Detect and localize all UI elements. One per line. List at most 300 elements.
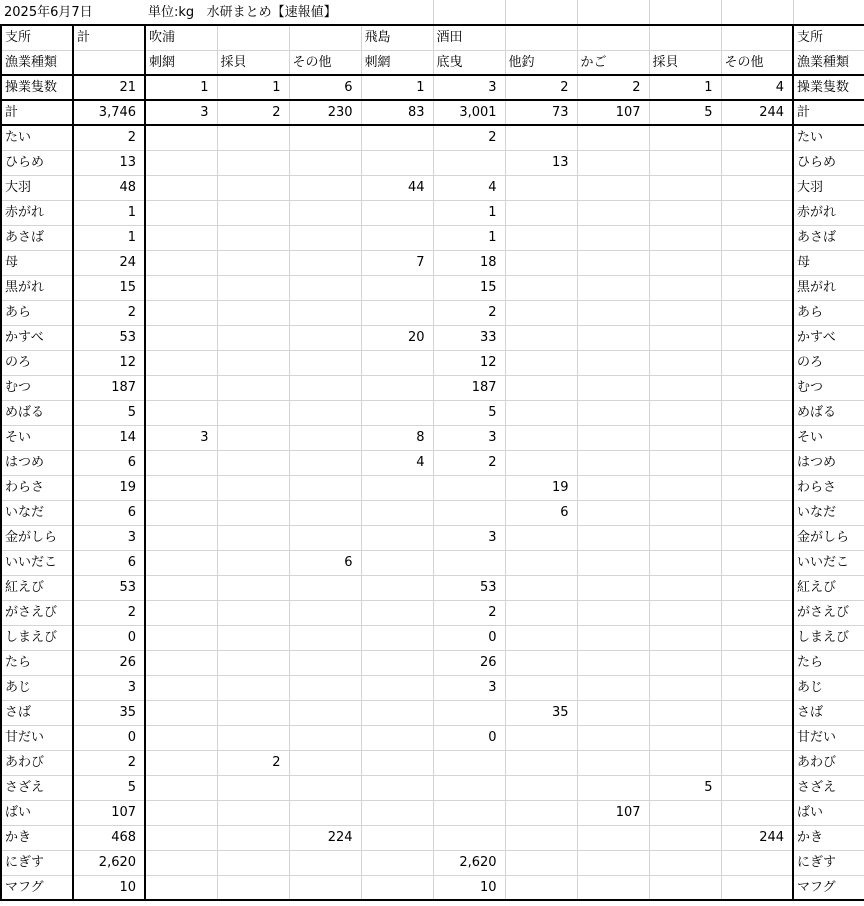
header-gear[interactable]: 底曳 [433, 50, 505, 75]
row-label-right[interactable]: がさえび [793, 600, 864, 625]
value-cell[interactable] [145, 700, 217, 725]
value-cell[interactable] [505, 800, 577, 825]
value-cell[interactable] [649, 475, 721, 500]
row-label-right[interactable]: さば [793, 700, 864, 725]
value-cell[interactable] [505, 300, 577, 325]
value-cell[interactable] [505, 625, 577, 650]
value-cell[interactable] [433, 700, 505, 725]
value-cell[interactable] [649, 450, 721, 475]
value-cell[interactable] [649, 700, 721, 725]
value-cell[interactable]: 244 [721, 100, 793, 125]
row-label[interactable]: かすべ [1, 325, 73, 350]
value-cell[interactable] [217, 450, 289, 475]
header-gear[interactable]: 採貝 [649, 50, 721, 75]
row-total[interactable]: 10 [73, 875, 145, 900]
value-cell[interactable] [361, 500, 433, 525]
value-cell[interactable] [217, 300, 289, 325]
value-cell[interactable] [145, 325, 217, 350]
row-total[interactable]: 12 [73, 350, 145, 375]
value-cell[interactable] [217, 700, 289, 725]
value-cell[interactable] [289, 425, 361, 450]
header-gear[interactable]: 刺網 [145, 50, 217, 75]
value-cell[interactable] [505, 425, 577, 450]
row-label[interactable]: 大羽 [1, 175, 73, 200]
row-total[interactable]: 0 [73, 725, 145, 750]
value-cell[interactable]: 83 [361, 100, 433, 125]
row-label-right[interactable]: 金がしら [793, 525, 864, 550]
row-label[interactable]: たい [1, 125, 73, 150]
value-cell[interactable] [145, 275, 217, 300]
value-cell[interactable] [145, 525, 217, 550]
header-branch[interactable] [289, 25, 361, 50]
value-cell[interactable] [721, 675, 793, 700]
value-cell[interactable] [361, 300, 433, 325]
value-cell[interactable] [577, 875, 649, 900]
row-total[interactable]: 19 [73, 475, 145, 500]
value-cell[interactable] [361, 775, 433, 800]
value-cell[interactable] [217, 525, 289, 550]
value-cell[interactable] [361, 550, 433, 575]
value-cell[interactable] [721, 325, 793, 350]
value-cell[interactable] [289, 500, 361, 525]
row-label-right[interactable]: にぎす [793, 850, 864, 875]
row-label-right[interactable]: 漁業種類 [793, 50, 864, 75]
value-cell[interactable] [217, 350, 289, 375]
header-gear[interactable]: その他 [289, 50, 361, 75]
header-branch[interactable] [505, 25, 577, 50]
value-cell[interactable]: 26 [433, 650, 505, 675]
row-total[interactable]: 2,620 [73, 850, 145, 875]
row-total[interactable]: 2 [73, 750, 145, 775]
value-cell[interactable] [649, 375, 721, 400]
value-cell[interactable]: 1 [361, 75, 433, 100]
value-cell[interactable] [289, 725, 361, 750]
row-label-right[interactable]: あさば [793, 225, 864, 250]
value-cell[interactable]: 2 [217, 750, 289, 775]
value-cell[interactable]: 8 [361, 425, 433, 450]
value-cell[interactable] [145, 125, 217, 150]
value-cell[interactable] [217, 800, 289, 825]
value-cell[interactable] [217, 200, 289, 225]
row-total[interactable]: 14 [73, 425, 145, 450]
value-cell[interactable]: 20 [361, 325, 433, 350]
value-cell[interactable] [721, 525, 793, 550]
value-cell[interactable] [577, 175, 649, 200]
value-cell[interactable] [649, 325, 721, 350]
value-cell[interactable] [721, 450, 793, 475]
row-label[interactable]: がさえび [1, 600, 73, 625]
row-label-right[interactable]: 計 [793, 100, 864, 125]
row-total[interactable]: 3,746 [73, 100, 145, 125]
value-cell[interactable] [217, 625, 289, 650]
value-cell[interactable]: 187 [433, 375, 505, 400]
value-cell[interactable] [505, 675, 577, 700]
value-cell[interactable] [217, 675, 289, 700]
value-cell[interactable] [649, 500, 721, 525]
header-branch[interactable] [577, 25, 649, 50]
row-label-right[interactable]: 支所 [793, 25, 864, 50]
value-cell[interactable] [505, 725, 577, 750]
value-cell[interactable] [217, 400, 289, 425]
row-total[interactable]: 187 [73, 375, 145, 400]
value-cell[interactable]: 3 [433, 525, 505, 550]
value-cell[interactable]: 2 [217, 100, 289, 125]
value-cell[interactable] [145, 675, 217, 700]
value-cell[interactable] [361, 575, 433, 600]
value-cell[interactable] [289, 125, 361, 150]
value-cell[interactable] [361, 150, 433, 175]
value-cell[interactable] [505, 350, 577, 375]
value-cell[interactable]: 2 [433, 600, 505, 625]
row-label[interactable]: あじ [1, 675, 73, 700]
row-label[interactable]: 漁業種類 [1, 50, 73, 75]
value-cell[interactable] [721, 650, 793, 675]
row-label[interactable]: わらさ [1, 475, 73, 500]
value-cell[interactable]: 2 [505, 75, 577, 100]
row-label-right[interactable]: のろ [793, 350, 864, 375]
value-cell[interactable] [577, 600, 649, 625]
value-cell[interactable] [217, 225, 289, 250]
value-cell[interactable] [721, 500, 793, 525]
row-total[interactable]: 53 [73, 575, 145, 600]
value-cell[interactable]: 2 [577, 75, 649, 100]
value-cell[interactable] [361, 475, 433, 500]
value-cell[interactable] [649, 825, 721, 850]
value-cell[interactable]: 4 [361, 450, 433, 475]
value-cell[interactable]: 6 [505, 500, 577, 525]
row-label[interactable]: ばい [1, 800, 73, 825]
value-cell[interactable] [721, 200, 793, 225]
value-cell[interactable] [433, 500, 505, 525]
value-cell[interactable] [361, 700, 433, 725]
value-cell[interactable] [361, 525, 433, 550]
value-cell[interactable]: 73 [505, 100, 577, 125]
value-cell[interactable] [649, 750, 721, 775]
value-cell[interactable]: 12 [433, 350, 505, 375]
value-cell[interactable] [649, 350, 721, 375]
value-cell[interactable] [505, 200, 577, 225]
value-cell[interactable]: 4 [721, 75, 793, 100]
header-branch[interactable]: 飛島 [361, 25, 433, 50]
row-label[interactable]: いなだ [1, 500, 73, 525]
value-cell[interactable]: 3 [433, 75, 505, 100]
row-label[interactable]: あら [1, 300, 73, 325]
value-cell[interactable] [289, 325, 361, 350]
value-cell[interactable] [217, 175, 289, 200]
row-label[interactable]: 計 [1, 100, 73, 125]
value-cell[interactable] [721, 475, 793, 500]
value-cell[interactable] [577, 275, 649, 300]
value-cell[interactable] [433, 475, 505, 500]
value-cell[interactable] [289, 300, 361, 325]
value-cell[interactable] [217, 725, 289, 750]
row-label-right[interactable]: しまえび [793, 625, 864, 650]
value-cell[interactable]: 5 [649, 775, 721, 800]
value-cell[interactable] [577, 550, 649, 575]
value-cell[interactable] [577, 850, 649, 875]
value-cell[interactable] [217, 650, 289, 675]
row-label[interactable]: たら [1, 650, 73, 675]
value-cell[interactable] [649, 200, 721, 225]
row-total[interactable]: 5 [73, 400, 145, 425]
value-cell[interactable]: 3 [433, 425, 505, 450]
value-cell[interactable] [289, 750, 361, 775]
value-cell[interactable] [433, 800, 505, 825]
row-label-right[interactable]: はつめ [793, 450, 864, 475]
value-cell[interactable] [289, 475, 361, 500]
value-cell[interactable] [505, 775, 577, 800]
value-cell[interactable] [289, 800, 361, 825]
value-cell[interactable] [145, 725, 217, 750]
row-label[interactable]: いいだこ [1, 550, 73, 575]
value-cell[interactable] [145, 200, 217, 225]
value-cell[interactable]: 15 [433, 275, 505, 300]
value-cell[interactable] [145, 625, 217, 650]
value-cell[interactable] [145, 825, 217, 850]
value-cell[interactable] [217, 375, 289, 400]
value-cell[interactable] [505, 600, 577, 625]
value-cell[interactable] [145, 350, 217, 375]
value-cell[interactable]: 3 [433, 675, 505, 700]
value-cell[interactable] [361, 600, 433, 625]
row-label-right[interactable]: 赤がれ [793, 200, 864, 225]
value-cell[interactable] [721, 275, 793, 300]
value-cell[interactable] [649, 875, 721, 900]
row-total[interactable]: 24 [73, 250, 145, 275]
value-cell[interactable]: 2 [433, 450, 505, 475]
row-label-right[interactable]: 黒がれ [793, 275, 864, 300]
value-cell[interactable] [217, 500, 289, 525]
value-cell[interactable]: 4 [433, 175, 505, 200]
row-label[interactable]: 操業隻数 [1, 75, 73, 100]
value-cell[interactable] [289, 150, 361, 175]
value-cell[interactable] [649, 175, 721, 200]
value-cell[interactable] [577, 650, 649, 675]
value-cell[interactable] [721, 750, 793, 775]
row-label[interactable]: 母 [1, 250, 73, 275]
value-cell[interactable] [721, 575, 793, 600]
value-cell[interactable] [649, 800, 721, 825]
value-cell[interactable] [361, 200, 433, 225]
value-cell[interactable] [505, 250, 577, 275]
value-cell[interactable]: 107 [577, 800, 649, 825]
value-cell[interactable] [361, 625, 433, 650]
value-cell[interactable] [289, 350, 361, 375]
value-cell[interactable] [505, 650, 577, 675]
value-cell[interactable] [361, 825, 433, 850]
value-cell[interactable]: 2 [433, 300, 505, 325]
value-cell[interactable] [361, 875, 433, 900]
value-cell[interactable] [289, 850, 361, 875]
row-total[interactable]: 26 [73, 650, 145, 675]
row-label-right[interactable]: たい [793, 125, 864, 150]
value-cell[interactable] [577, 725, 649, 750]
value-cell[interactable] [721, 625, 793, 650]
value-cell[interactable] [505, 825, 577, 850]
row-label-right[interactable]: かき [793, 825, 864, 850]
value-cell[interactable] [721, 350, 793, 375]
row-label[interactable]: にぎす [1, 850, 73, 875]
row-label-right[interactable]: あわび [793, 750, 864, 775]
value-cell[interactable] [721, 800, 793, 825]
header-gear[interactable]: 採貝 [217, 50, 289, 75]
value-cell[interactable] [361, 125, 433, 150]
value-cell[interactable] [721, 425, 793, 450]
value-cell[interactable] [649, 725, 721, 750]
value-cell[interactable] [721, 375, 793, 400]
value-cell[interactable] [649, 625, 721, 650]
row-label-right[interactable]: あじ [793, 675, 864, 700]
value-cell[interactable] [145, 800, 217, 825]
value-cell[interactable] [217, 875, 289, 900]
value-cell[interactable] [649, 300, 721, 325]
value-cell[interactable] [505, 525, 577, 550]
value-cell[interactable] [721, 150, 793, 175]
value-cell[interactable] [433, 150, 505, 175]
value-cell[interactable] [721, 775, 793, 800]
value-cell[interactable] [721, 400, 793, 425]
value-cell[interactable] [361, 675, 433, 700]
value-cell[interactable] [577, 125, 649, 150]
value-cell[interactable] [577, 250, 649, 275]
value-cell[interactable] [289, 275, 361, 300]
row-label-right[interactable]: めばる [793, 400, 864, 425]
value-cell[interactable] [505, 125, 577, 150]
row-total[interactable]: 0 [73, 625, 145, 650]
value-cell[interactable] [721, 250, 793, 275]
row-label[interactable]: のろ [1, 350, 73, 375]
value-cell[interactable] [649, 675, 721, 700]
value-cell[interactable] [433, 825, 505, 850]
value-cell[interactable] [361, 400, 433, 425]
row-total[interactable]: 2 [73, 125, 145, 150]
value-cell[interactable] [145, 475, 217, 500]
value-cell[interactable] [505, 375, 577, 400]
row-label[interactable]: そい [1, 425, 73, 450]
row-label-right[interactable]: 甘だい [793, 725, 864, 750]
value-cell[interactable] [145, 150, 217, 175]
value-cell[interactable] [505, 575, 577, 600]
value-cell[interactable]: 3 [145, 100, 217, 125]
row-label-right[interactable]: たら [793, 650, 864, 675]
row-label[interactable]: 金がしら [1, 525, 73, 550]
row-label[interactable]: 支所 [1, 25, 73, 50]
header-gear[interactable]: 刺網 [361, 50, 433, 75]
value-cell[interactable]: 1 [649, 75, 721, 100]
header-branch[interactable] [721, 25, 793, 50]
value-cell[interactable] [721, 700, 793, 725]
row-total[interactable]: 5 [73, 775, 145, 800]
value-cell[interactable] [217, 600, 289, 625]
value-cell[interactable] [361, 650, 433, 675]
value-cell[interactable]: 1 [217, 75, 289, 100]
value-cell[interactable] [217, 275, 289, 300]
value-cell[interactable]: 1 [145, 75, 217, 100]
row-label-right[interactable]: 母 [793, 250, 864, 275]
value-cell[interactable]: 0 [433, 625, 505, 650]
value-cell[interactable] [289, 600, 361, 625]
row-total[interactable]: 3 [73, 525, 145, 550]
header-gear[interactable]: かご [577, 50, 649, 75]
value-cell[interactable] [649, 125, 721, 150]
value-cell[interactable] [145, 600, 217, 625]
value-cell[interactable]: 18 [433, 250, 505, 275]
row-total[interactable] [73, 50, 145, 75]
header-gear[interactable]: その他 [721, 50, 793, 75]
row-total[interactable]: 48 [73, 175, 145, 200]
value-cell[interactable] [505, 450, 577, 475]
value-cell[interactable] [577, 750, 649, 775]
value-cell[interactable] [577, 225, 649, 250]
value-cell[interactable]: 44 [361, 175, 433, 200]
value-cell[interactable] [145, 500, 217, 525]
value-cell[interactable] [577, 625, 649, 650]
row-label-right[interactable]: 大羽 [793, 175, 864, 200]
value-cell[interactable] [505, 550, 577, 575]
value-cell[interactable] [289, 775, 361, 800]
row-label-right[interactable]: さざえ [793, 775, 864, 800]
value-cell[interactable] [361, 275, 433, 300]
value-cell[interactable] [217, 125, 289, 150]
header-branch[interactable]: 吹浦 [145, 25, 217, 50]
row-label[interactable]: はつめ [1, 450, 73, 475]
value-cell[interactable] [577, 450, 649, 475]
row-total[interactable]: 53 [73, 325, 145, 350]
row-label[interactable]: さざえ [1, 775, 73, 800]
value-cell[interactable] [145, 850, 217, 875]
value-cell[interactable] [145, 175, 217, 200]
value-cell[interactable]: 244 [721, 825, 793, 850]
value-cell[interactable] [649, 275, 721, 300]
header-gear[interactable]: 他釣 [505, 50, 577, 75]
value-cell[interactable] [217, 575, 289, 600]
value-cell[interactable] [289, 175, 361, 200]
value-cell[interactable]: 3 [145, 425, 217, 450]
header-total[interactable]: 計 [73, 25, 145, 50]
row-label-right[interactable]: いいだこ [793, 550, 864, 575]
row-total[interactable]: 35 [73, 700, 145, 725]
value-cell[interactable] [145, 225, 217, 250]
row-label-right[interactable]: あら [793, 300, 864, 325]
value-cell[interactable] [505, 850, 577, 875]
value-cell[interactable]: 6 [289, 75, 361, 100]
value-cell[interactable] [649, 550, 721, 575]
value-cell[interactable] [289, 250, 361, 275]
row-label-right[interactable]: そい [793, 425, 864, 450]
value-cell[interactable] [721, 225, 793, 250]
value-cell[interactable] [577, 700, 649, 725]
value-cell[interactable] [649, 150, 721, 175]
value-cell[interactable] [217, 825, 289, 850]
value-cell[interactable] [145, 775, 217, 800]
value-cell[interactable] [145, 450, 217, 475]
value-cell[interactable] [721, 175, 793, 200]
value-cell[interactable] [289, 200, 361, 225]
value-cell[interactable] [649, 575, 721, 600]
value-cell[interactable] [289, 675, 361, 700]
value-cell[interactable] [433, 750, 505, 775]
value-cell[interactable] [145, 400, 217, 425]
row-label-right[interactable]: マフグ [793, 875, 864, 900]
row-label[interactable]: 紅えび [1, 575, 73, 600]
value-cell[interactable] [217, 150, 289, 175]
value-cell[interactable] [217, 425, 289, 450]
row-total[interactable]: 15 [73, 275, 145, 300]
value-cell[interactable]: 5 [649, 100, 721, 125]
row-label-right[interactable]: むつ [793, 375, 864, 400]
value-cell[interactable]: 1 [433, 200, 505, 225]
row-label-right[interactable]: ばい [793, 800, 864, 825]
